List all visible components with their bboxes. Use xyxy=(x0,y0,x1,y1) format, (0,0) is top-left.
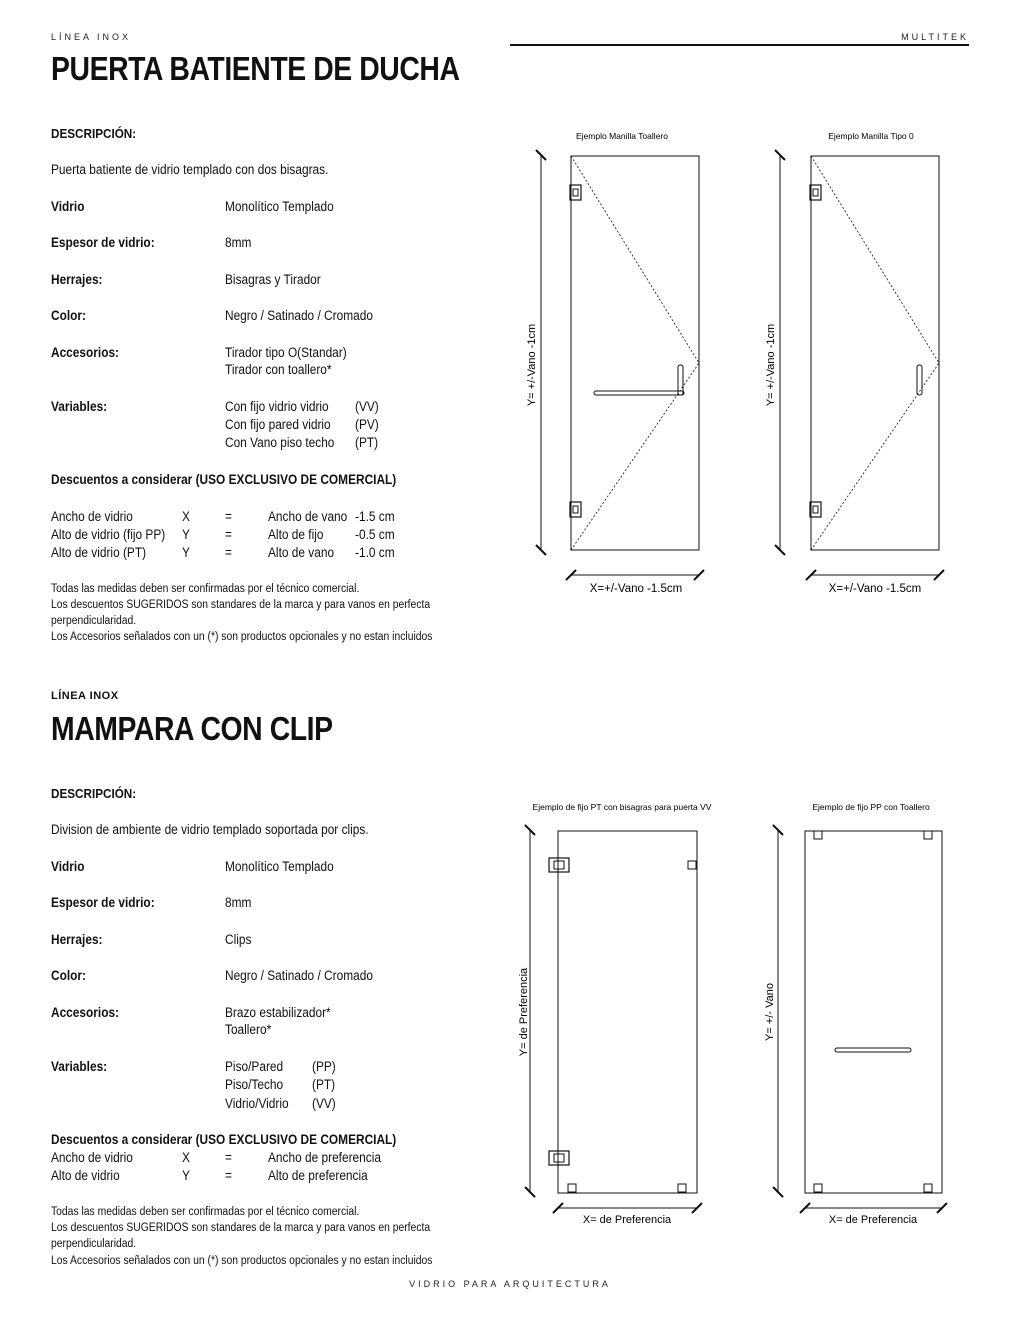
s1-d2-caption: Ejemplo Manilla Tipo 0 xyxy=(828,131,914,141)
s2-color-label: Color: xyxy=(51,968,86,983)
s1-var3: Con Vano piso techo xyxy=(225,435,335,450)
s1-color-label: Color: xyxy=(51,308,86,323)
s1-var3-code: (PT) xyxy=(355,435,379,450)
s1-accesorios-value2: Tirador con toallero* xyxy=(225,362,332,377)
s2-d2-towel-bar xyxy=(835,1048,911,1052)
s1-d2-swing-lines xyxy=(811,156,939,550)
s2-accesorios-value2: Toallero* xyxy=(225,1022,272,1037)
s2-disc2-ref: Alto de preferencia xyxy=(268,1168,368,1183)
section1-desc-heading: DESCRIPCIÓN: xyxy=(51,126,137,141)
s1-d1-hinge-top xyxy=(570,185,581,200)
s1-herrajes-value: Bisagras y Tirador xyxy=(225,272,321,287)
footer-tagline: VIDRIO PARA ARQUITECTURA xyxy=(409,1279,611,1289)
s2-note2: Los descuentos SUGERIDOS son standares de la marca y para vanos en perfecta xyxy=(51,1222,431,1234)
s1-var2-code: (PV) xyxy=(355,417,379,432)
s1-d2-glass-panel xyxy=(811,156,939,550)
s2-espesor-label: Espesor de vidrio: xyxy=(51,895,155,910)
s2-disc1-label: Ancho de vidrio xyxy=(51,1150,133,1165)
s1-var2: Con fijo pared vidrio xyxy=(225,417,331,432)
s2-herrajes-label: Herrajes: xyxy=(51,932,103,947)
s1-herrajes-label: Herrajes: xyxy=(51,272,103,287)
s1-disc2-eq: = xyxy=(225,527,232,542)
s2-espesor-value: 8mm xyxy=(225,895,252,910)
s2-note3: perpendicularidad. xyxy=(51,1238,137,1250)
s2-d1-clip-bottom-left xyxy=(568,1184,576,1192)
s2-d1-hinge-bottom xyxy=(549,1151,569,1165)
s2-d1-x-label: X= de Preferencia xyxy=(582,1214,672,1226)
s1-disc3-eq: = xyxy=(225,545,232,560)
s1-disc3-ref: Alto de vano xyxy=(268,545,335,560)
s2-d2-clip-bottom-right xyxy=(924,1184,932,1192)
s1-note4: Los Accesorios señalados con un (*) son productos opcionales y no estan incluidos xyxy=(51,631,433,643)
s1-d2-handle xyxy=(917,365,922,395)
s1-disc3-axis: Y xyxy=(182,545,190,560)
s2-note4: Los Accesorios señalados con un (*) son productos opcionales y no estan incluidos xyxy=(51,1255,433,1267)
s1-disc3-label: Alto de vidrio (PT) xyxy=(51,545,147,560)
s2-d1-clip-bottom-right xyxy=(678,1184,686,1192)
header-brand: MULTITEK xyxy=(901,32,969,42)
s2-d2-clip-top-right xyxy=(924,831,932,839)
s1-disc1-axis: X xyxy=(182,509,190,524)
s2-d1-glass-panel xyxy=(558,831,697,1193)
s1-espesor-label: Espesor de vidrio: xyxy=(51,235,155,250)
section1-title: PUERTA BATIENTE DE DUCHA xyxy=(51,50,460,87)
s1-d1-towel-bar xyxy=(594,391,684,395)
s2-herrajes-value: Clips xyxy=(225,932,252,947)
section1-drawings xyxy=(500,125,980,610)
s2-variables-label: Variables: xyxy=(51,1059,108,1074)
s1-d1-glass-panel xyxy=(571,156,699,550)
s1-disc2-ref: Alto de fijo xyxy=(268,527,324,542)
section2-line: LÍNEA INOX xyxy=(51,690,119,702)
s2-vidrio-value: Monolítico Templado xyxy=(225,859,334,874)
s1-accesorios-label: Accesorios: xyxy=(51,345,120,360)
s1-var1-code: (VV) xyxy=(355,399,379,414)
s2-note1: Todas las medidas deben ser confirmadas por el técnico comercial. xyxy=(51,1206,360,1218)
s2-var1-code: (PP) xyxy=(312,1059,336,1074)
s1-d1-caption: Ejemplo Manilla Toallero xyxy=(576,131,668,141)
s2-var2-code: (PT) xyxy=(312,1077,336,1092)
section2-drawings xyxy=(500,796,980,1236)
s2-var3: Vidrio/Vidrio xyxy=(225,1096,289,1111)
s2-d2-caption: Ejemplo de fijo PP con Toallero xyxy=(812,802,930,812)
s2-accesorios-label: Accesorios: xyxy=(51,1005,120,1020)
s1-disc1-value: -1.5 cm xyxy=(355,509,395,524)
s2-drawing-1 xyxy=(518,802,712,1226)
header-line: LÍNEA INOX xyxy=(51,32,132,42)
section1-description: Puerta batiente de vidrio templado con dos bisagras. xyxy=(51,162,329,177)
s2-d1-clip-top-right xyxy=(688,861,696,869)
s2-var1: Piso/Pared xyxy=(225,1059,284,1074)
s1-vidrio-value: Monolítico Templado xyxy=(225,199,334,214)
s1-disc1-eq: = xyxy=(225,509,232,524)
s2-color-value: Negro / Satinado / Cromado xyxy=(225,968,373,983)
s1-disc2-label: Alto de vidrio (fijo PP) xyxy=(51,527,166,542)
s1-d2-x-label: X=+/-Vano -1.5cm xyxy=(828,583,922,595)
s1-d1-x-label: X=+/-Vano -1.5cm xyxy=(589,583,683,595)
s2-d1-caption: Ejemplo de fijo PT con bisagras para puerta VV xyxy=(532,802,712,812)
s2-disc2-label: Alto de vidrio xyxy=(51,1168,120,1183)
s1-disc2-axis: Y xyxy=(182,527,190,542)
s1-d2-y-label: Y= +/-Vano -1cm xyxy=(765,323,777,407)
s2-d2-clip-top-left xyxy=(814,831,822,839)
s1-drawing-1 xyxy=(526,131,704,595)
s2-disc1-axis: X xyxy=(182,1150,190,1165)
s2-d2-x-label: X= de Preferencia xyxy=(828,1214,918,1226)
s1-disc1-ref: Ancho de vano xyxy=(268,509,348,524)
s1-disc3-value: -1.0 cm xyxy=(355,545,395,560)
s1-discounts-heading: Descuentos a considerar (USO EXCLUSIVO DE COMERCIAL) xyxy=(51,472,397,487)
s1-espesor-value: 8mm xyxy=(225,235,252,250)
s1-drawing-2 xyxy=(765,131,944,595)
s1-disc1-label: Ancho de vidrio xyxy=(51,509,133,524)
s2-disc1-eq: = xyxy=(225,1150,232,1165)
s2-discounts-heading: Descuentos a considerar (USO EXCLUSIVO DE COMERCIAL) xyxy=(51,1132,397,1147)
s2-d1-hinge-top xyxy=(549,858,569,872)
s1-note3: perpendicularidad. xyxy=(51,615,137,627)
s2-drawing-2 xyxy=(764,802,947,1226)
s2-disc2-axis: Y xyxy=(182,1168,190,1183)
s2-accesorios-value1: Brazo estabilizador* xyxy=(225,1005,331,1020)
s2-var2: Piso/Techo xyxy=(225,1077,284,1092)
s2-d2-clip-bottom-left xyxy=(814,1184,822,1192)
s2-disc1-ref: Ancho de preferencia xyxy=(268,1150,381,1165)
s2-disc2-eq: = xyxy=(225,1168,232,1183)
section2-description: Division de ambiente de vidrio templado soportada por clips. xyxy=(51,822,369,837)
s1-d2-hinge-top xyxy=(810,185,821,200)
s2-d2-y-label: Y= +/- Vano xyxy=(764,983,776,1041)
s1-variables-label: Variables: xyxy=(51,399,108,414)
s2-vidrio-label: Vidrio xyxy=(51,859,85,874)
s1-vidrio-label: Vidrio xyxy=(51,199,85,214)
s1-accesorios-value1: Tirador tipo O(Standar) xyxy=(225,345,347,360)
s1-note2: Los descuentos SUGERIDOS son standares de la marca y para vanos en perfecta xyxy=(51,599,431,611)
s1-d1-hinge-bottom xyxy=(570,502,581,517)
s2-d2-glass-panel xyxy=(805,831,942,1193)
s1-note1: Todas las medidas deben ser confirmadas por el técnico comercial. xyxy=(51,583,360,595)
s1-color-value: Negro / Satinado / Cromado xyxy=(225,308,373,323)
section2-title: MAMPARA CON CLIP xyxy=(51,710,333,747)
s1-d1-swing-lines xyxy=(571,156,699,550)
s1-d2-hinge-bottom xyxy=(810,502,821,517)
s1-disc2-value: -0.5 cm xyxy=(355,527,395,542)
header-rule xyxy=(510,44,969,46)
section2-desc-heading: DESCRIPCIÓN: xyxy=(51,786,137,801)
s1-d1-y-label: Y= +/-Vano -1cm xyxy=(526,323,538,407)
s2-d1-y-label: Y= de Preferencia xyxy=(518,967,530,1057)
s2-var3-code: (VV) xyxy=(312,1096,336,1111)
s1-var1: Con fijo vidrio vidrio xyxy=(225,399,329,414)
